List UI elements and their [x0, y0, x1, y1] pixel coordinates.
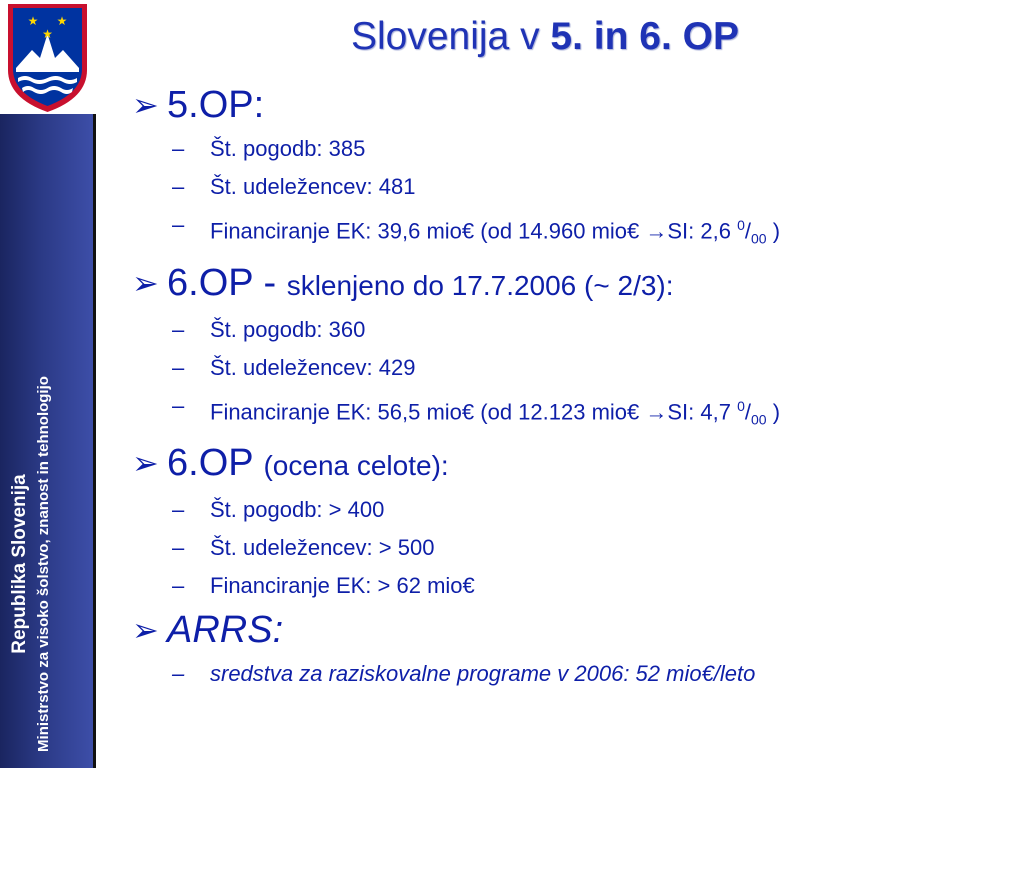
sidebar-country-name: Republika Slovenija: [9, 474, 30, 654]
dash-bullet-icon: –: [172, 212, 185, 237]
dash-bullet-icon: –: [172, 497, 185, 523]
list-item: [132, 168, 1012, 206]
slide-body: [132, 80, 1012, 693]
permille-sub: 00: [751, 230, 767, 247]
section-heading-6op: [132, 258, 1012, 311]
permille-slash: /: [744, 399, 751, 425]
section-heading-text: ARRS:: [167, 609, 284, 652]
slovenia-coat-of-arms-logo: [0, 0, 95, 114]
dash-bullet-icon: –: [172, 661, 185, 687]
list-item-text: Financiranje EK: > 62 mio€: [210, 573, 475, 599]
list-item-text: sredstva za raziskovalne programe v 2006: 52 mio€/leto: [210, 661, 756, 687]
title-plain: Slovenija v: [350, 15, 551, 58]
slide-title: [160, 10, 930, 64]
list-item-text: ): [766, 399, 781, 425]
svg-text:★: ★: [27, 14, 39, 28]
list-item-text: SI: 2,6: [667, 218, 738, 244]
permille-slash: /: [744, 218, 751, 244]
arrow-bullet-icon: ➢: [132, 445, 159, 482]
list-item: [132, 311, 1012, 349]
dash-bullet-icon: –: [172, 573, 185, 599]
permille-sup: 0: [737, 397, 745, 414]
list-item-text: ): [766, 218, 781, 244]
sidebar-band: [0, 114, 93, 768]
right-arrow-icon: →: [645, 399, 668, 425]
section-heading-subtext: sklenjeno do 17.7.2006 (~ 2/3):: [286, 269, 674, 301]
section-heading-text: 6.OP -: [167, 261, 287, 304]
section-heading-text: 6.OP: [167, 442, 264, 485]
dash-bullet-icon: –: [172, 136, 185, 161]
list-item-text: Financiranje EK: 56,5 mio€ (od 12.123 mio€: [210, 399, 646, 425]
list-item-text: SI: 4,7: [667, 399, 738, 425]
dash-bullet-icon: –: [172, 174, 185, 199]
title-bold: 5. in 6. OP: [550, 15, 739, 58]
list-item-text: Št. pogodb: 385: [210, 136, 366, 161]
dash-bullet-icon: –: [172, 392, 185, 418]
sidebar-ministry-name: Ministrstvo za visoko šolstvo, znanost in tehnologijo: [35, 376, 52, 752]
right-arrow-icon: →: [645, 218, 668, 244]
section-heading-6op-estimate: [132, 438, 1012, 491]
svg-text:★: ★: [56, 14, 68, 28]
section-heading-text: 5.OP:: [167, 84, 265, 126]
arrow-bullet-icon: ➢: [132, 264, 159, 301]
section-heading-5op: [132, 80, 1012, 130]
section-heading-arrs: [132, 605, 1012, 655]
list-item-text: Št. pogodb: > 400: [210, 497, 385, 523]
dash-bullet-icon: –: [172, 535, 185, 561]
arrow-bullet-icon: ➢: [132, 87, 159, 123]
permille-sub: 00: [751, 411, 767, 428]
sidebar-divider: [93, 114, 96, 768]
dash-bullet-icon: –: [172, 316, 185, 342]
list-item-text: Št. pogodb: 360: [210, 316, 366, 342]
list-item: [132, 655, 1012, 693]
list-item: [132, 529, 1012, 567]
list-item-text: Št. udeležencev: > 500: [210, 535, 435, 561]
sidebar-vertical-text: [8, 254, 56, 874]
list-item-text: Financiranje EK: 39,6 mio€ (od 14.960 mio€: [210, 218, 646, 244]
section-heading-subtext: (ocena celote):: [263, 450, 449, 482]
list-item-text: Št. udeležencev: 429: [210, 354, 416, 380]
permille-sup: 0: [737, 217, 745, 233]
list-item-text: Št. udeležencev: 481: [210, 174, 416, 199]
list-item: [132, 491, 1012, 529]
list-item: [132, 387, 1012, 439]
arrow-bullet-icon: ➢: [132, 612, 159, 649]
list-item: [132, 130, 1012, 168]
dash-bullet-icon: –: [172, 354, 185, 380]
list-item: [132, 567, 1012, 605]
list-item: [132, 206, 1012, 258]
list-item: [132, 349, 1012, 387]
svg-text:★: ★: [42, 27, 53, 41]
